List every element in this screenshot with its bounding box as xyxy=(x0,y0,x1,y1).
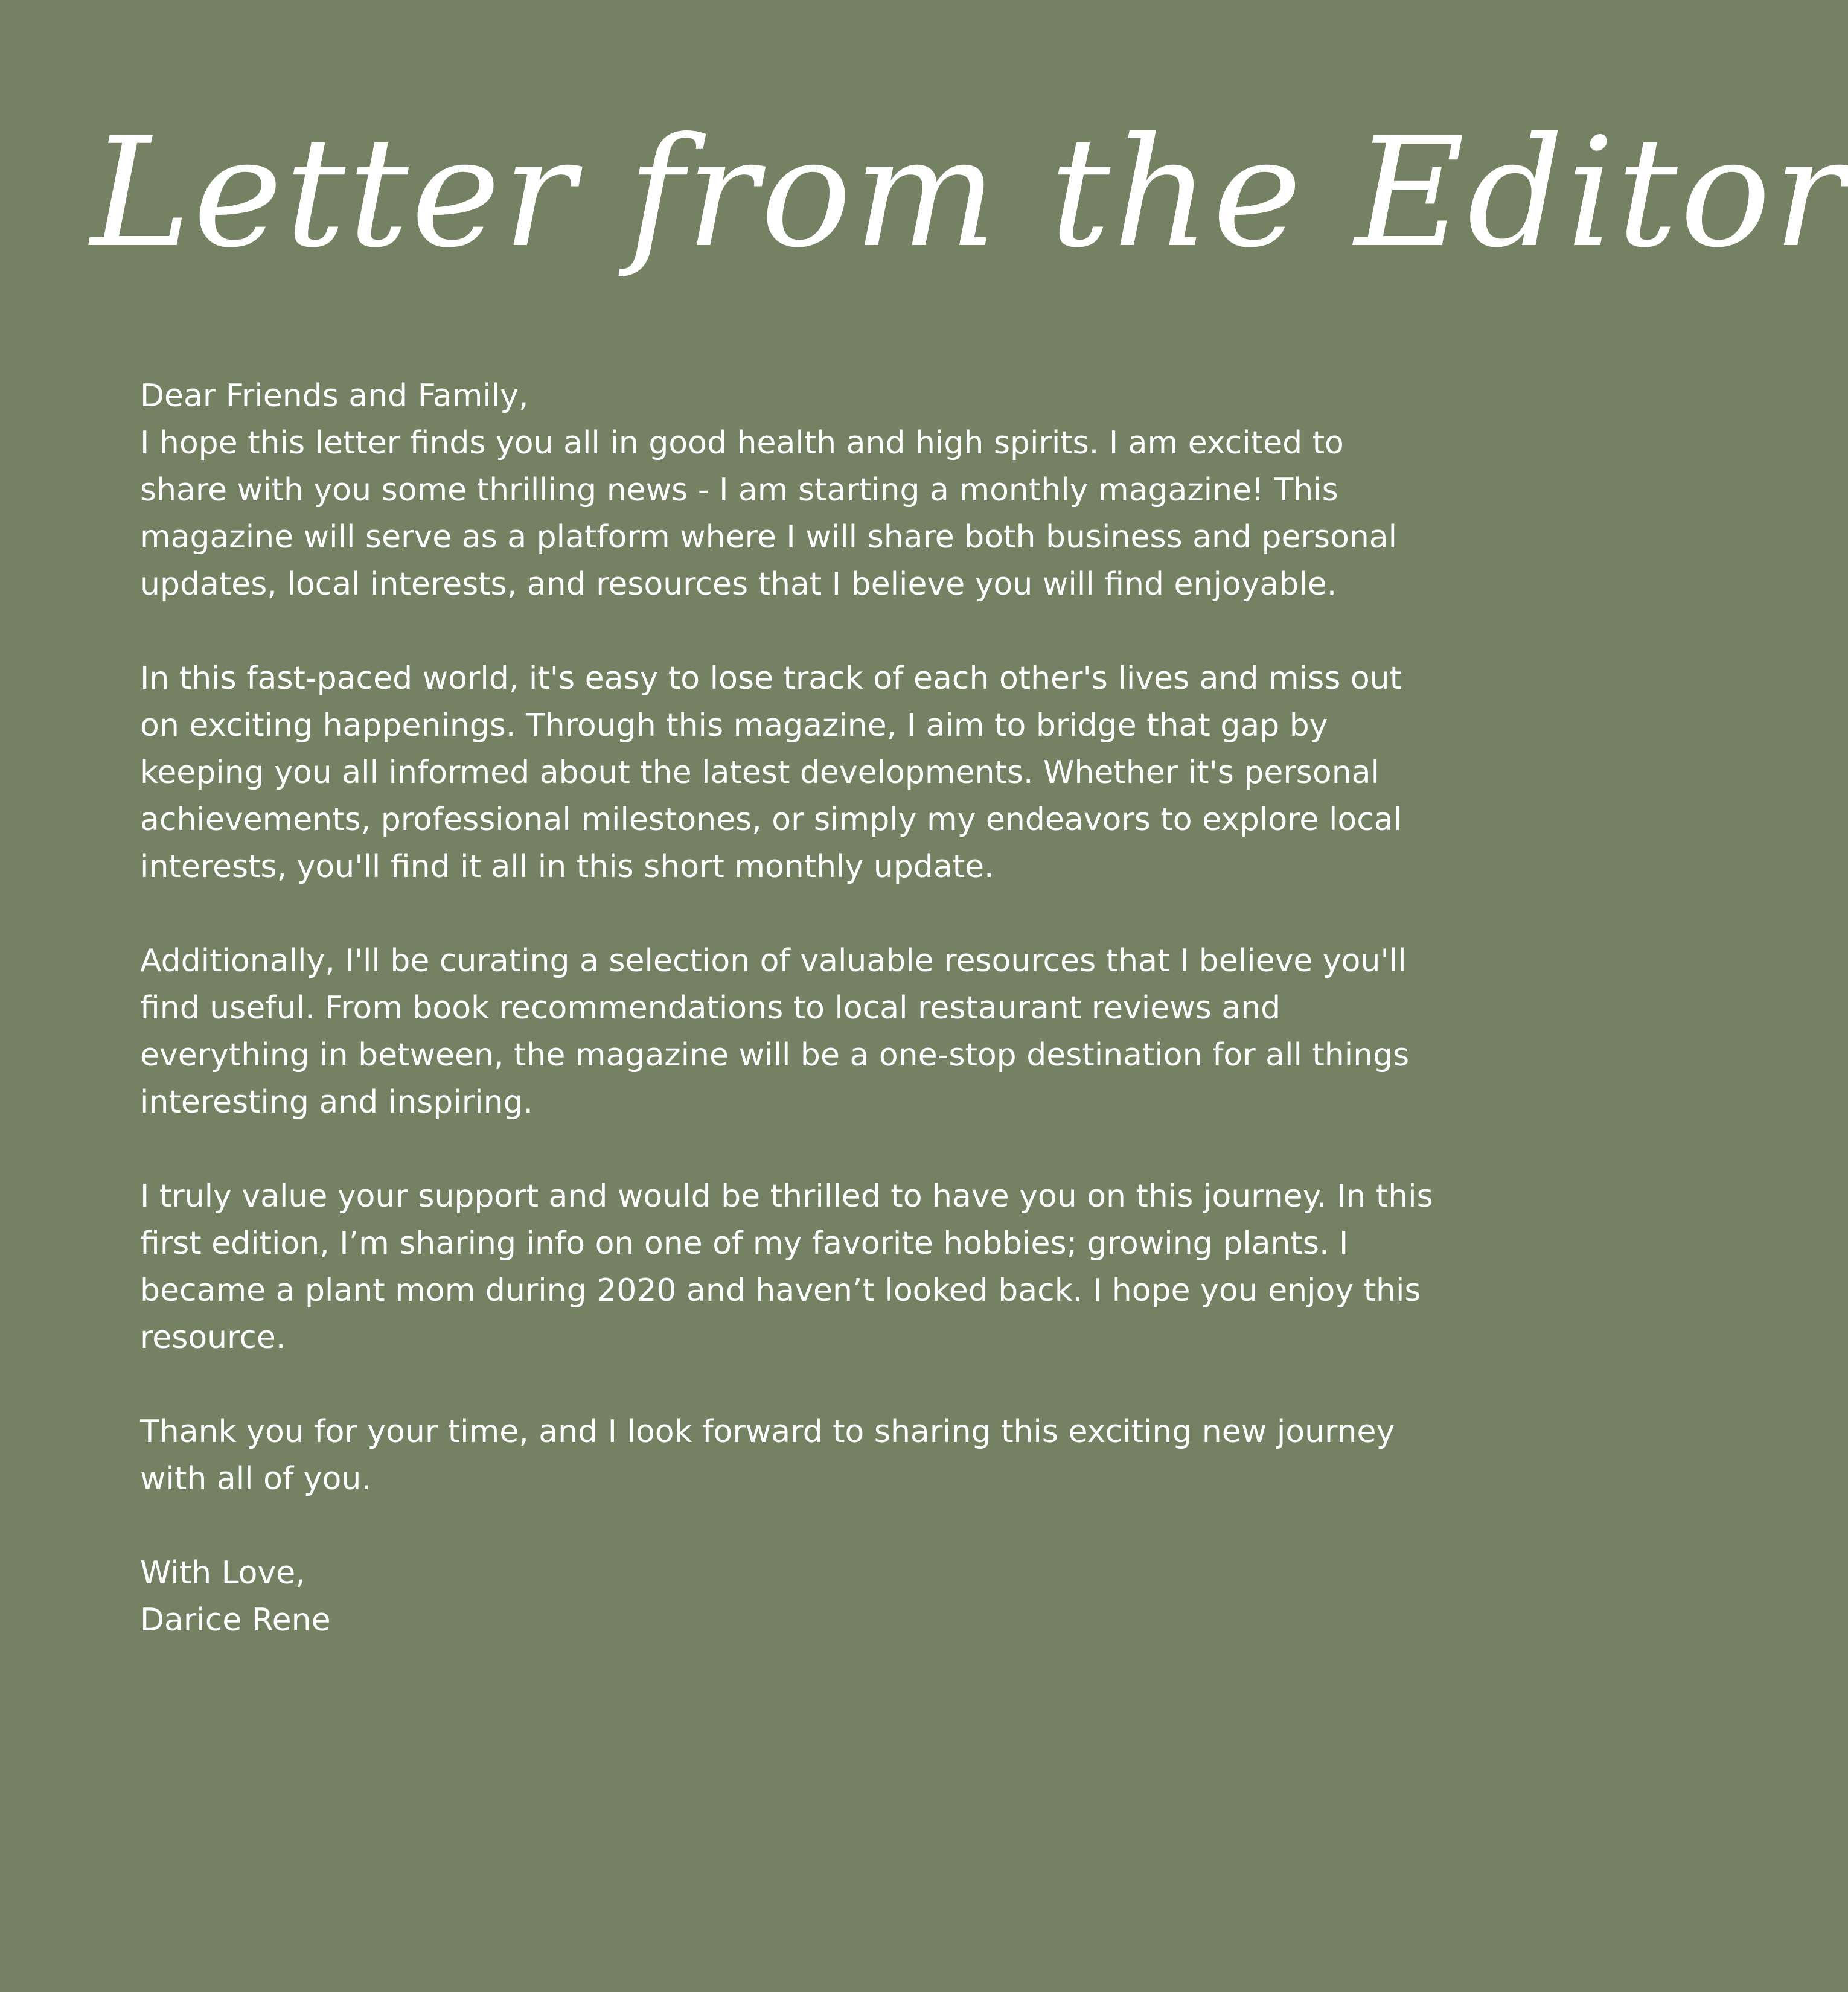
paragraph-spacer xyxy=(140,1126,1432,1173)
paragraph-4-line-4: resource. xyxy=(140,1320,286,1356)
paragraph-spacer xyxy=(140,890,1432,937)
paragraph-2-line-1: In this fast-paced world, it's easy to lose track of each other's lives and miss out xyxy=(140,660,1402,697)
paragraph-1-line-1: I hope this letter finds you all in good health and high spirits. I am excited to xyxy=(140,425,1344,461)
paragraph-2-line-2: on exciting happenings. Through this magazine, I aim to bridge that gap by xyxy=(140,707,1328,744)
paragraph-2-line-3: keeping you all informed about the latest developments. Whether it's personal xyxy=(140,755,1380,791)
paragraph-3-line-2: find useful. From book recommendations to local restaurant reviews and xyxy=(140,990,1281,1026)
paragraph-5-line-1: Thank you for your time, and I look forward to sharing this exciting new journey xyxy=(140,1414,1395,1450)
paragraph-3-line-4: interesting and inspiring. xyxy=(140,1084,534,1120)
paragraph-1-line-4: updates, local interests, and resources that I believe you will find enjoyable. xyxy=(140,566,1337,602)
paragraph-spacer xyxy=(140,1361,1432,1408)
paragraph-4-line-1: I truly value your support and would be thrilled to have you on this journey. In this xyxy=(140,1178,1433,1215)
paragraph-5-line-2: with all of you. xyxy=(140,1461,371,1497)
paragraph-2-line-4: achievements, professional milestones, or simply my endeavors to explore local xyxy=(140,802,1402,838)
paragraph-1-line-3: magazine will serve as a platform where I will share both business and personal xyxy=(140,519,1398,555)
paragraph-4-line-3: became a plant mom during 2020 and haven’t looked back. I hope you enjoy this xyxy=(140,1272,1421,1309)
paragraph-1-line-2: share with you some thrilling news - I am starting a monthly magazine! This xyxy=(140,472,1338,508)
paragraph-3-line-1: Additionally, I'll be curating a selection of valuable resources that I believe you'll xyxy=(140,943,1407,979)
letter-body xyxy=(140,372,1432,1644)
paragraph-spacer xyxy=(140,608,1432,655)
closing: With Love, xyxy=(140,1555,305,1591)
greeting: Dear Friends and Family, xyxy=(140,378,529,414)
paragraph-3-line-3: everything in between, the magazine will be a one-stop destination for all things xyxy=(140,1037,1410,1073)
page-title: Letter from the Editor xyxy=(91,105,1848,281)
paragraph-spacer xyxy=(140,1502,1432,1550)
paragraph-4-line-2: first edition, I’m sharing info on one of my favorite hobbies; growing plants. I xyxy=(140,1225,1349,1262)
signature: Darice Rene xyxy=(140,1602,331,1638)
paragraph-2-line-5: interests, you'll find it all in this short monthly update. xyxy=(140,849,994,885)
